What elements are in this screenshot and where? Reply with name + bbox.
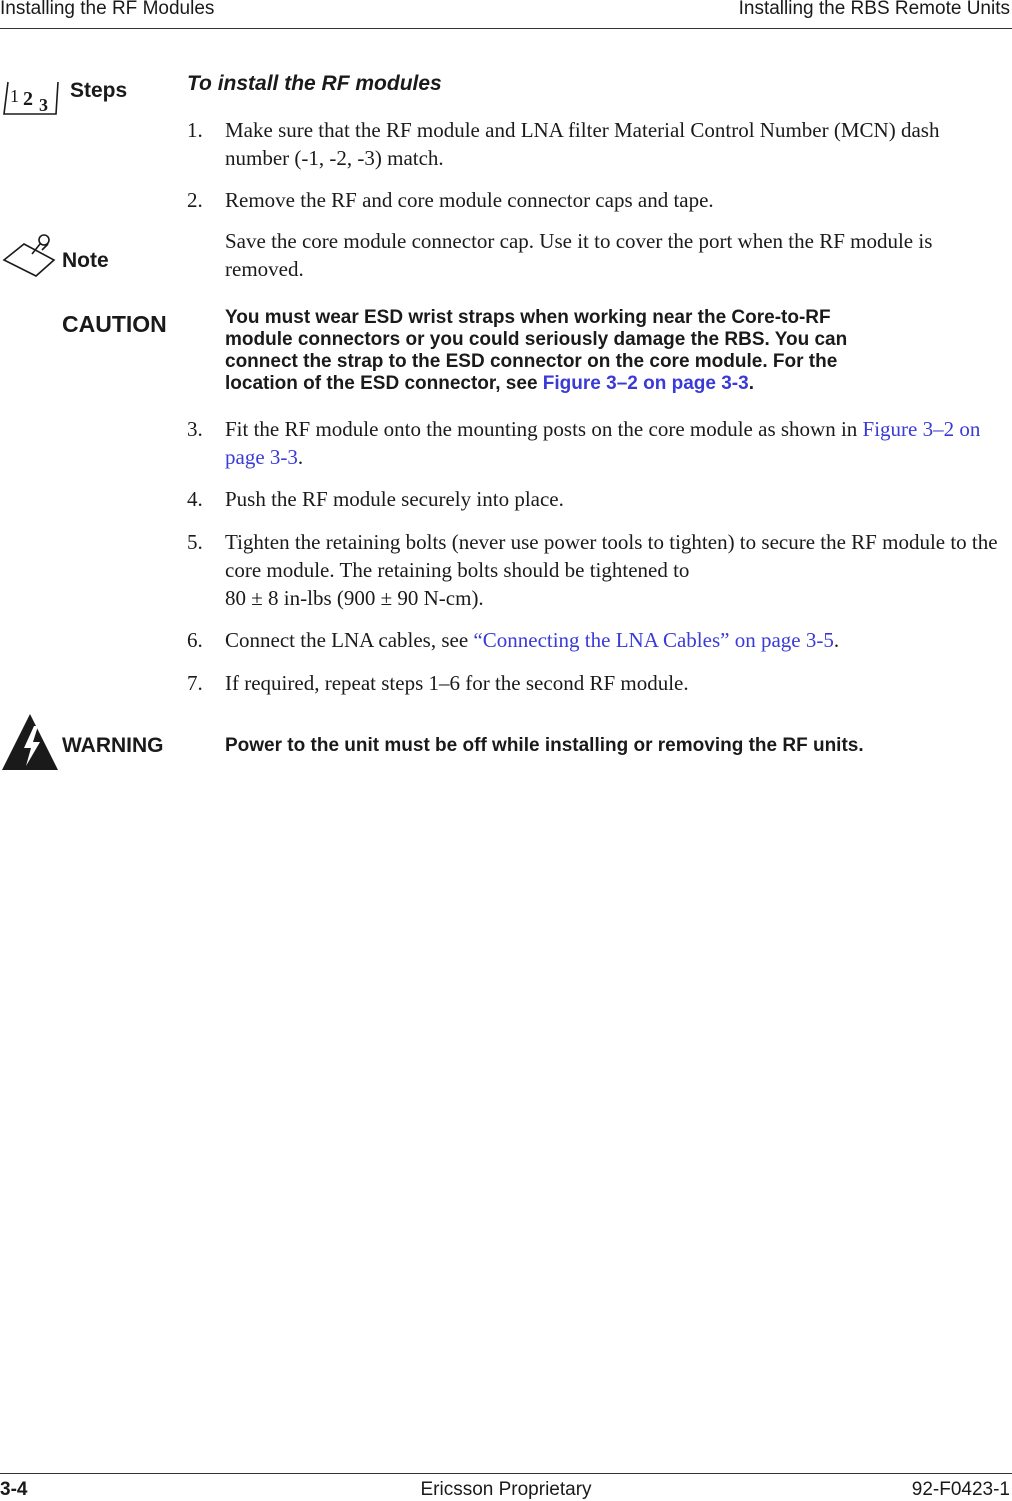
steps-icon-digit-3: 3 — [39, 95, 48, 115]
step-number: 2. — [187, 188, 203, 212]
step-text: Tighten the retaining bolts (never use power tools to tighten) to secure the RF module to the core module. The retaining bolts should be tightened to 80 ± 8 in-lbs (900 ± 90 N-cm). — [225, 530, 998, 610]
step-text: Make sure that the RF module and LNA filter Material Control Number (MCN) dash number (-1, -2, -3) match. — [225, 118, 940, 170]
step-3 — [187, 415, 1007, 471]
step-number: 4. — [187, 487, 203, 511]
steps-icon-digit-1: 1 — [10, 86, 19, 106]
caution-line: connect the strap to the ESD connector on the core module. For the — [225, 351, 838, 372]
steps-label: Steps — [70, 79, 128, 102]
warning-text: Power to the unit must be off while installing or removing the RF units. — [225, 735, 864, 756]
step-2 — [187, 186, 1007, 214]
step-number: 7. — [187, 671, 203, 695]
step-4 — [187, 485, 1007, 513]
caution-label: CAUTION — [62, 311, 167, 337]
footer-center: Ericsson Proprietary — [420, 1479, 592, 1500]
figure-link[interactable]: Figure 3–2 on page 3-3 — [225, 417, 981, 469]
caution-text — [225, 307, 925, 395]
lightning-warning-icon — [0, 712, 60, 772]
step-6 — [187, 626, 1007, 654]
caution-line: You must wear ESD wrist straps when working near the Core-to-RF — [225, 307, 831, 328]
procedure-title: To install the RF modules — [187, 72, 442, 95]
step-text: Remove the RF and core module connector caps and tape. — [225, 188, 714, 212]
step-number: 3. — [187, 417, 203, 441]
figure-link[interactable]: Figure 3–2 on page 3-3 — [542, 373, 749, 394]
note-label: Note — [62, 249, 109, 272]
steps-icon-digit-2: 2 — [23, 88, 33, 110]
step-7 — [187, 669, 1007, 697]
step-number: 6. — [187, 628, 203, 652]
step-number: 5. — [187, 530, 203, 554]
warning-label: WARNING — [62, 734, 164, 757]
footer-page-number: 3-4 — [0, 1479, 28, 1500]
step-1 — [187, 116, 1007, 172]
cross-reference-link[interactable]: “Connecting the LNA Cables” on page 3-5 — [473, 628, 834, 652]
note-text: Save the core module connector cap. Use it to cover the port when the RF module is removed. — [225, 229, 933, 281]
footer-doc-number: 92-F0423-1 — [911, 1479, 1010, 1500]
caution-line-last: location of the ESD connector, see Figure 3–2 on page 3-3. — [225, 373, 754, 394]
header-right: Installing the RBS Remote Units — [738, 0, 1010, 19]
step-text: If required, repeat steps 1–6 for the second RF module. — [225, 671, 689, 695]
step-text: Connect the LNA cables, see “Connecting the LNA Cables” on page 3-5. — [225, 628, 840, 652]
step-text: Push the RF module securely into place. — [225, 487, 564, 511]
page-header — [0, 0, 1012, 29]
caution-line: module connectors or you could seriously damage the RBS. You can — [225, 329, 848, 350]
step-number: 1. — [187, 118, 203, 142]
page-footer — [0, 1473, 1012, 1500]
pushpin-note-icon — [2, 232, 58, 280]
numbered-steps-icon — [2, 78, 60, 118]
header-left: Installing the RF Modules — [0, 0, 215, 19]
step-text: Fit the RF module onto the mounting posts on the core module as shown in Figure 3–2 on page 3-3. — [225, 417, 981, 469]
step-5 — [187, 528, 1007, 612]
